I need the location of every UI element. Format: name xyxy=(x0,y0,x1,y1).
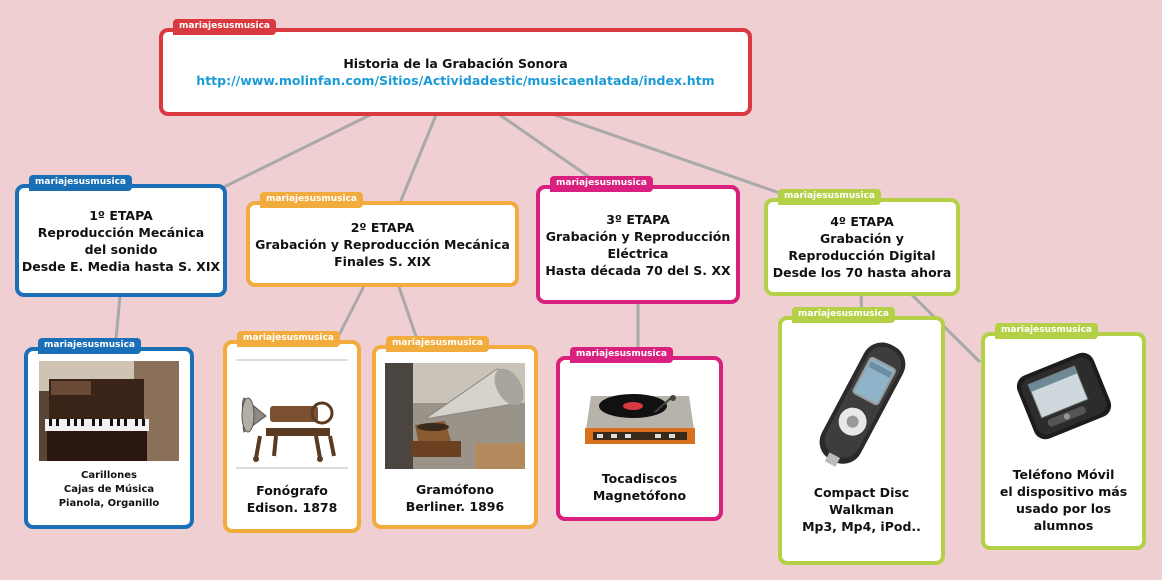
leaf-piano-node xyxy=(24,340,194,529)
stage-4-line: 4º ETAPA xyxy=(830,214,894,229)
stage-2-node xyxy=(246,194,519,287)
leaf-walkman-node xyxy=(778,309,945,565)
leaf-piano-line: Carillones xyxy=(80,470,138,481)
stage-3-line: Grabación y Reproducción xyxy=(545,228,731,244)
node-tag: mariajesusmusica xyxy=(550,176,653,192)
leaf-gramofono-node xyxy=(372,338,538,529)
stage-4-line: Desde los 70 hasta ahora xyxy=(772,265,952,280)
stage-4-node xyxy=(764,191,960,296)
leaf-fonografo-node xyxy=(223,333,361,533)
stage-1-line: 1º ETAPA xyxy=(89,207,153,223)
mp3-player-image xyxy=(792,332,932,476)
root-title: Historia de la Grabación Sonora xyxy=(343,56,568,71)
node-tag: mariajesusmusica xyxy=(38,338,141,354)
gramophone-image xyxy=(385,363,525,469)
node-tag: mariajesusmusica xyxy=(792,307,895,323)
connector-root-stage1 xyxy=(222,115,370,188)
leaf-piano-line: Pianola, Organillo xyxy=(58,498,160,509)
leaf-movil-node xyxy=(981,325,1146,550)
leaf-gramofono-line: Gramófono xyxy=(416,482,494,497)
leaf-movil-line: alumnos xyxy=(1033,518,1094,533)
stage-2-line: Finales S. XIX xyxy=(334,253,431,269)
node-tag: mariajesusmusica xyxy=(995,323,1098,339)
stage-1-line: Reproducción Mecánica xyxy=(37,224,205,240)
leaf-walkman-line: Compact Disc xyxy=(813,485,910,500)
turntable-image xyxy=(585,378,695,448)
leaf-tocadiscos-line: Tocadiscos xyxy=(601,471,678,486)
leaf-fonografo-line: Fonógrafo xyxy=(256,483,328,498)
mobile-phone-image xyxy=(1009,348,1119,444)
leaf-movil-line: usado por los xyxy=(1015,501,1112,516)
stage-3-line: Hasta década 70 del S. XX xyxy=(545,262,731,278)
node-tag: mariajesusmusica xyxy=(173,19,276,35)
node-tag: mariajesusmusica xyxy=(237,331,340,347)
root-node xyxy=(159,21,752,116)
leaf-movil-line: el dispositivo más xyxy=(999,484,1128,499)
leaf-tocadiscos-node xyxy=(556,349,723,521)
node-tag: mariajesusmusica xyxy=(570,347,673,363)
leaf-movil-line: Teléfono Móvil xyxy=(1012,467,1115,482)
leaf-fonografo-line: Edison. 1878 xyxy=(246,500,338,515)
root-url-link[interactable]: http://www.molinfan.com/Sitios/Actividadestic/musicaenlatada/index.htm xyxy=(196,73,715,88)
node-tag: mariajesusmusica xyxy=(260,192,363,208)
node-tag: mariajesusmusica xyxy=(386,336,489,352)
leaf-tocadiscos-line: Magnetófono xyxy=(592,488,687,503)
stage-2-line: Grabación y Reproducción Mecánica xyxy=(255,236,510,252)
piano-image xyxy=(39,361,179,461)
phonograph-image xyxy=(236,358,348,470)
connector-root-stage2 xyxy=(400,115,436,203)
leaf-walkman-line: Walkman xyxy=(829,502,894,517)
stage-2-line: 2º ETAPA xyxy=(350,219,415,235)
node-tag: mariajesusmusica xyxy=(29,175,132,191)
stage-3-line: Eléctrica xyxy=(607,245,669,261)
stage-3-line: 3º ETAPA xyxy=(606,211,670,227)
stage-1-line: del sonido xyxy=(84,241,158,257)
stage-4-line: Grabación y xyxy=(820,231,904,246)
stage-3-node xyxy=(536,178,740,304)
leaf-piano-line: Cajas de Música xyxy=(63,484,155,495)
leaf-walkman-line: Mp3, Mp4, iPod.. xyxy=(802,519,921,534)
leaf-gramofono-line: Berliner. 1896 xyxy=(405,499,505,514)
stage-4-line: Reproducción Digital xyxy=(788,248,936,263)
stage-1-node xyxy=(15,177,227,297)
node-tag: mariajesusmusica xyxy=(778,189,881,205)
stage-1-line: Desde E. Media hasta S. XIX xyxy=(21,258,221,274)
